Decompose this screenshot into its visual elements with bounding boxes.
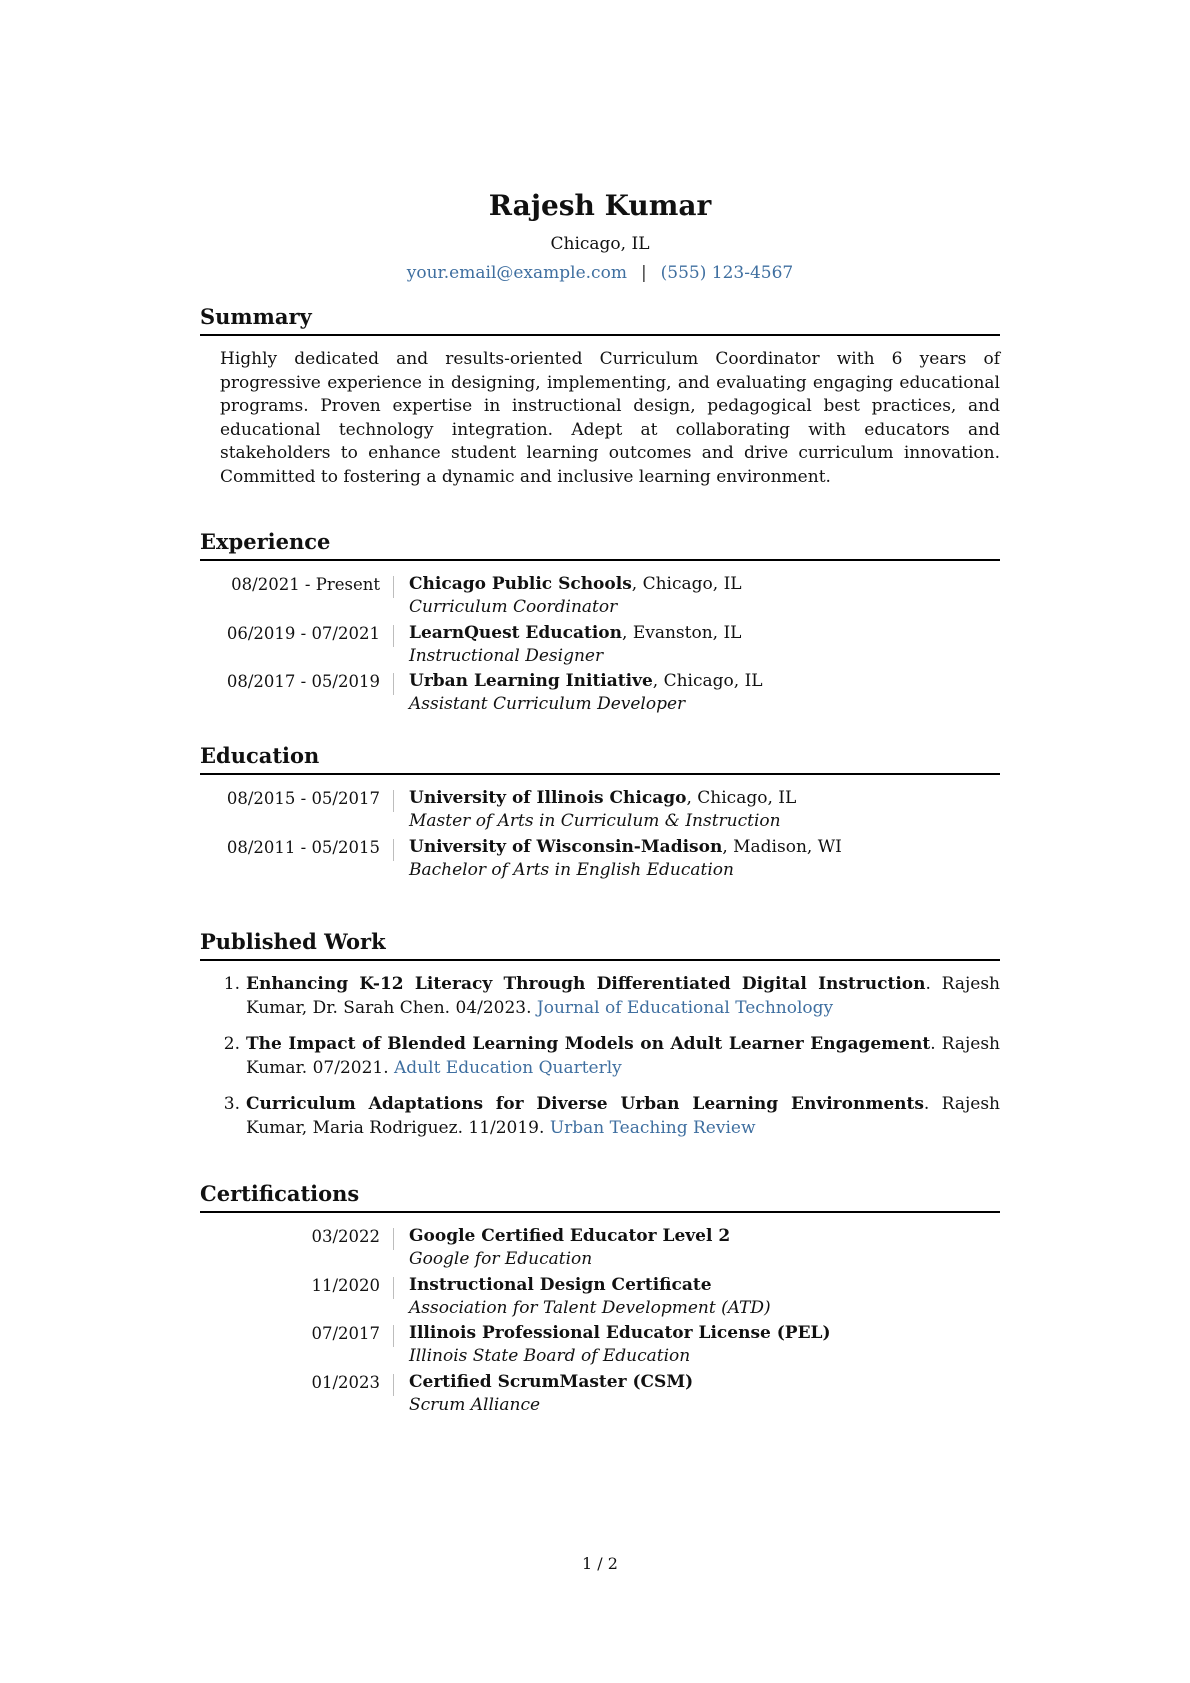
experience-role: Curriculum Coordinator — [409, 597, 618, 617]
resume-location: Chicago, IL — [550, 234, 650, 254]
publication-number: 3. — [223, 1094, 240, 1114]
certification-issuer: Scrum Alliance — [409, 1394, 541, 1415]
certification-date: 11/2020 — [311, 1275, 380, 1295]
certification-issuer: Google for Education — [409, 1249, 593, 1269]
certifications-section — [200, 1181, 1000, 1419]
experience-heading: Experience — [200, 529, 1000, 561]
published-work-section — [200, 929, 1000, 1153]
experience-entry — [200, 573, 1000, 622]
education-institution: University of Illinois Chicago — [409, 788, 687, 808]
publication-number: 1. — [223, 974, 240, 994]
experience-section — [200, 529, 1000, 719]
education-institution: University of Wisconsin-Madison — [409, 836, 723, 857]
education-date: 08/2011 - 05/2015 — [226, 837, 380, 857]
experience-role: Assistant Curriculum Developer — [409, 694, 686, 714]
publication-number: 2. — [223, 1034, 240, 1054]
experience-location: , Chicago, IL — [631, 574, 742, 594]
resume-page — [200, 0, 1000, 1683]
education-degree: Master of Arts in Curriculum & Instruction — [409, 811, 781, 831]
certification-entry — [200, 1371, 1000, 1420]
education-date: 08/2015 - 05/2017 — [226, 789, 380, 808]
experience-entry — [200, 622, 1000, 671]
certification-entry — [200, 1225, 1000, 1274]
certification-list — [200, 1225, 1000, 1419]
experience-org: Chicago Public Schools — [409, 574, 632, 594]
experience-org: Urban Learning Initiative — [409, 671, 653, 691]
publication-list — [200, 973, 1000, 1140]
experience-date: 08/2017 - 05/2019 — [226, 672, 380, 691]
certification-issuer: Association for Talent Development (ATD) — [409, 1297, 771, 1318]
experience-location: , Chicago, IL — [652, 671, 763, 691]
education-heading: Education — [200, 743, 1000, 775]
education-entry — [200, 836, 1000, 885]
publication-item — [200, 1033, 1000, 1080]
publication-details: . Rajesh Kumar, Dr. Sarah Chen. 04/2023. — [246, 974, 1000, 1018]
experience-date: 08/2021 - Present — [231, 575, 380, 594]
email-link[interactable]: your.email@example.com — [406, 263, 627, 283]
publication-item — [200, 973, 1000, 1020]
education-location: , Madison, WI — [722, 836, 842, 857]
publication-title: Curriculum Adaptations for Diverse Urban Learning Environments — [246, 1094, 924, 1114]
published-work-heading: Published Work — [200, 929, 1000, 961]
experience-entry — [200, 670, 1000, 719]
experience-location: , Evanston, IL — [622, 622, 742, 643]
education-list — [200, 787, 1000, 884]
certification-date: 01/2023 — [311, 1372, 380, 1392]
certification-name: Google Certified Educator Level 2 — [409, 1226, 731, 1246]
certification-entry — [200, 1322, 1000, 1371]
education-degree: Bachelor of Arts in English Education — [409, 859, 734, 880]
publication-venue-link[interactable]: Journal of Educational Technology — [536, 997, 834, 1018]
resume-name: Rajesh Kumar — [488, 189, 712, 222]
experience-date: 06/2019 - 07/2021 — [226, 623, 380, 643]
summary-text: Highly dedicated and results-oriented Curriculum Coordinator with 6 years of progressive experience in designing, implementing, and evaluating engaging educational programs. Proven expertise in instructional design, pedagogical best practices, and educational technology integration. Adept at collaborating with educators and stakeholders to enhance student learning outcomes and drive curriculum innovation. Committed to fostering a dynamic and inclusive learning environment. — [220, 349, 1000, 487]
summary-section — [200, 304, 1000, 489]
certification-date: 07/2017 — [311, 1324, 380, 1343]
education-section — [200, 743, 1000, 884]
publication-details: . Rajesh Kumar. 07/2021. — [246, 1034, 1000, 1078]
certification-name: Certified ScrumMaster (CSM) — [409, 1371, 694, 1392]
education-location: , Chicago, IL — [686, 788, 797, 808]
experience-role: Instructional Designer — [409, 645, 604, 666]
publication-title: The Impact of Blended Learning Models on Adult Learner Engagement — [246, 1034, 931, 1054]
experience-org: LearnQuest Education — [409, 622, 623, 643]
contact-separator: | — [640, 263, 647, 283]
certification-name: Illinois Professional Educator License (PEL) — [409, 1323, 831, 1343]
experience-list — [200, 573, 1000, 719]
contact-line — [200, 262, 1000, 284]
certification-date: 03/2022 — [311, 1227, 380, 1246]
phone-link[interactable]: (555) 123-4567 — [660, 263, 794, 283]
publication-title: Enhancing K-12 Literacy Through Differentiated Digital Instruction — [246, 974, 926, 994]
education-entry — [200, 787, 1000, 836]
publication-venue-link[interactable]: Urban Teaching Review — [549, 1117, 756, 1138]
certification-name: Instructional Design Certificate — [409, 1274, 712, 1295]
certifications-heading: Certifications — [200, 1181, 1000, 1213]
certification-issuer: Illinois State Board of Education — [409, 1346, 691, 1366]
publication-item — [200, 1093, 1000, 1140]
certification-entry — [200, 1274, 1000, 1323]
page-number: 1 / 2 — [582, 1554, 618, 1573]
summary-heading: Summary — [200, 304, 1000, 336]
publication-venue-link[interactable]: Adult Education Quarterly — [394, 1057, 622, 1078]
publication-details: . Rajesh Kumar, Maria Rodriguez. 11/2019. — [246, 1094, 1000, 1138]
